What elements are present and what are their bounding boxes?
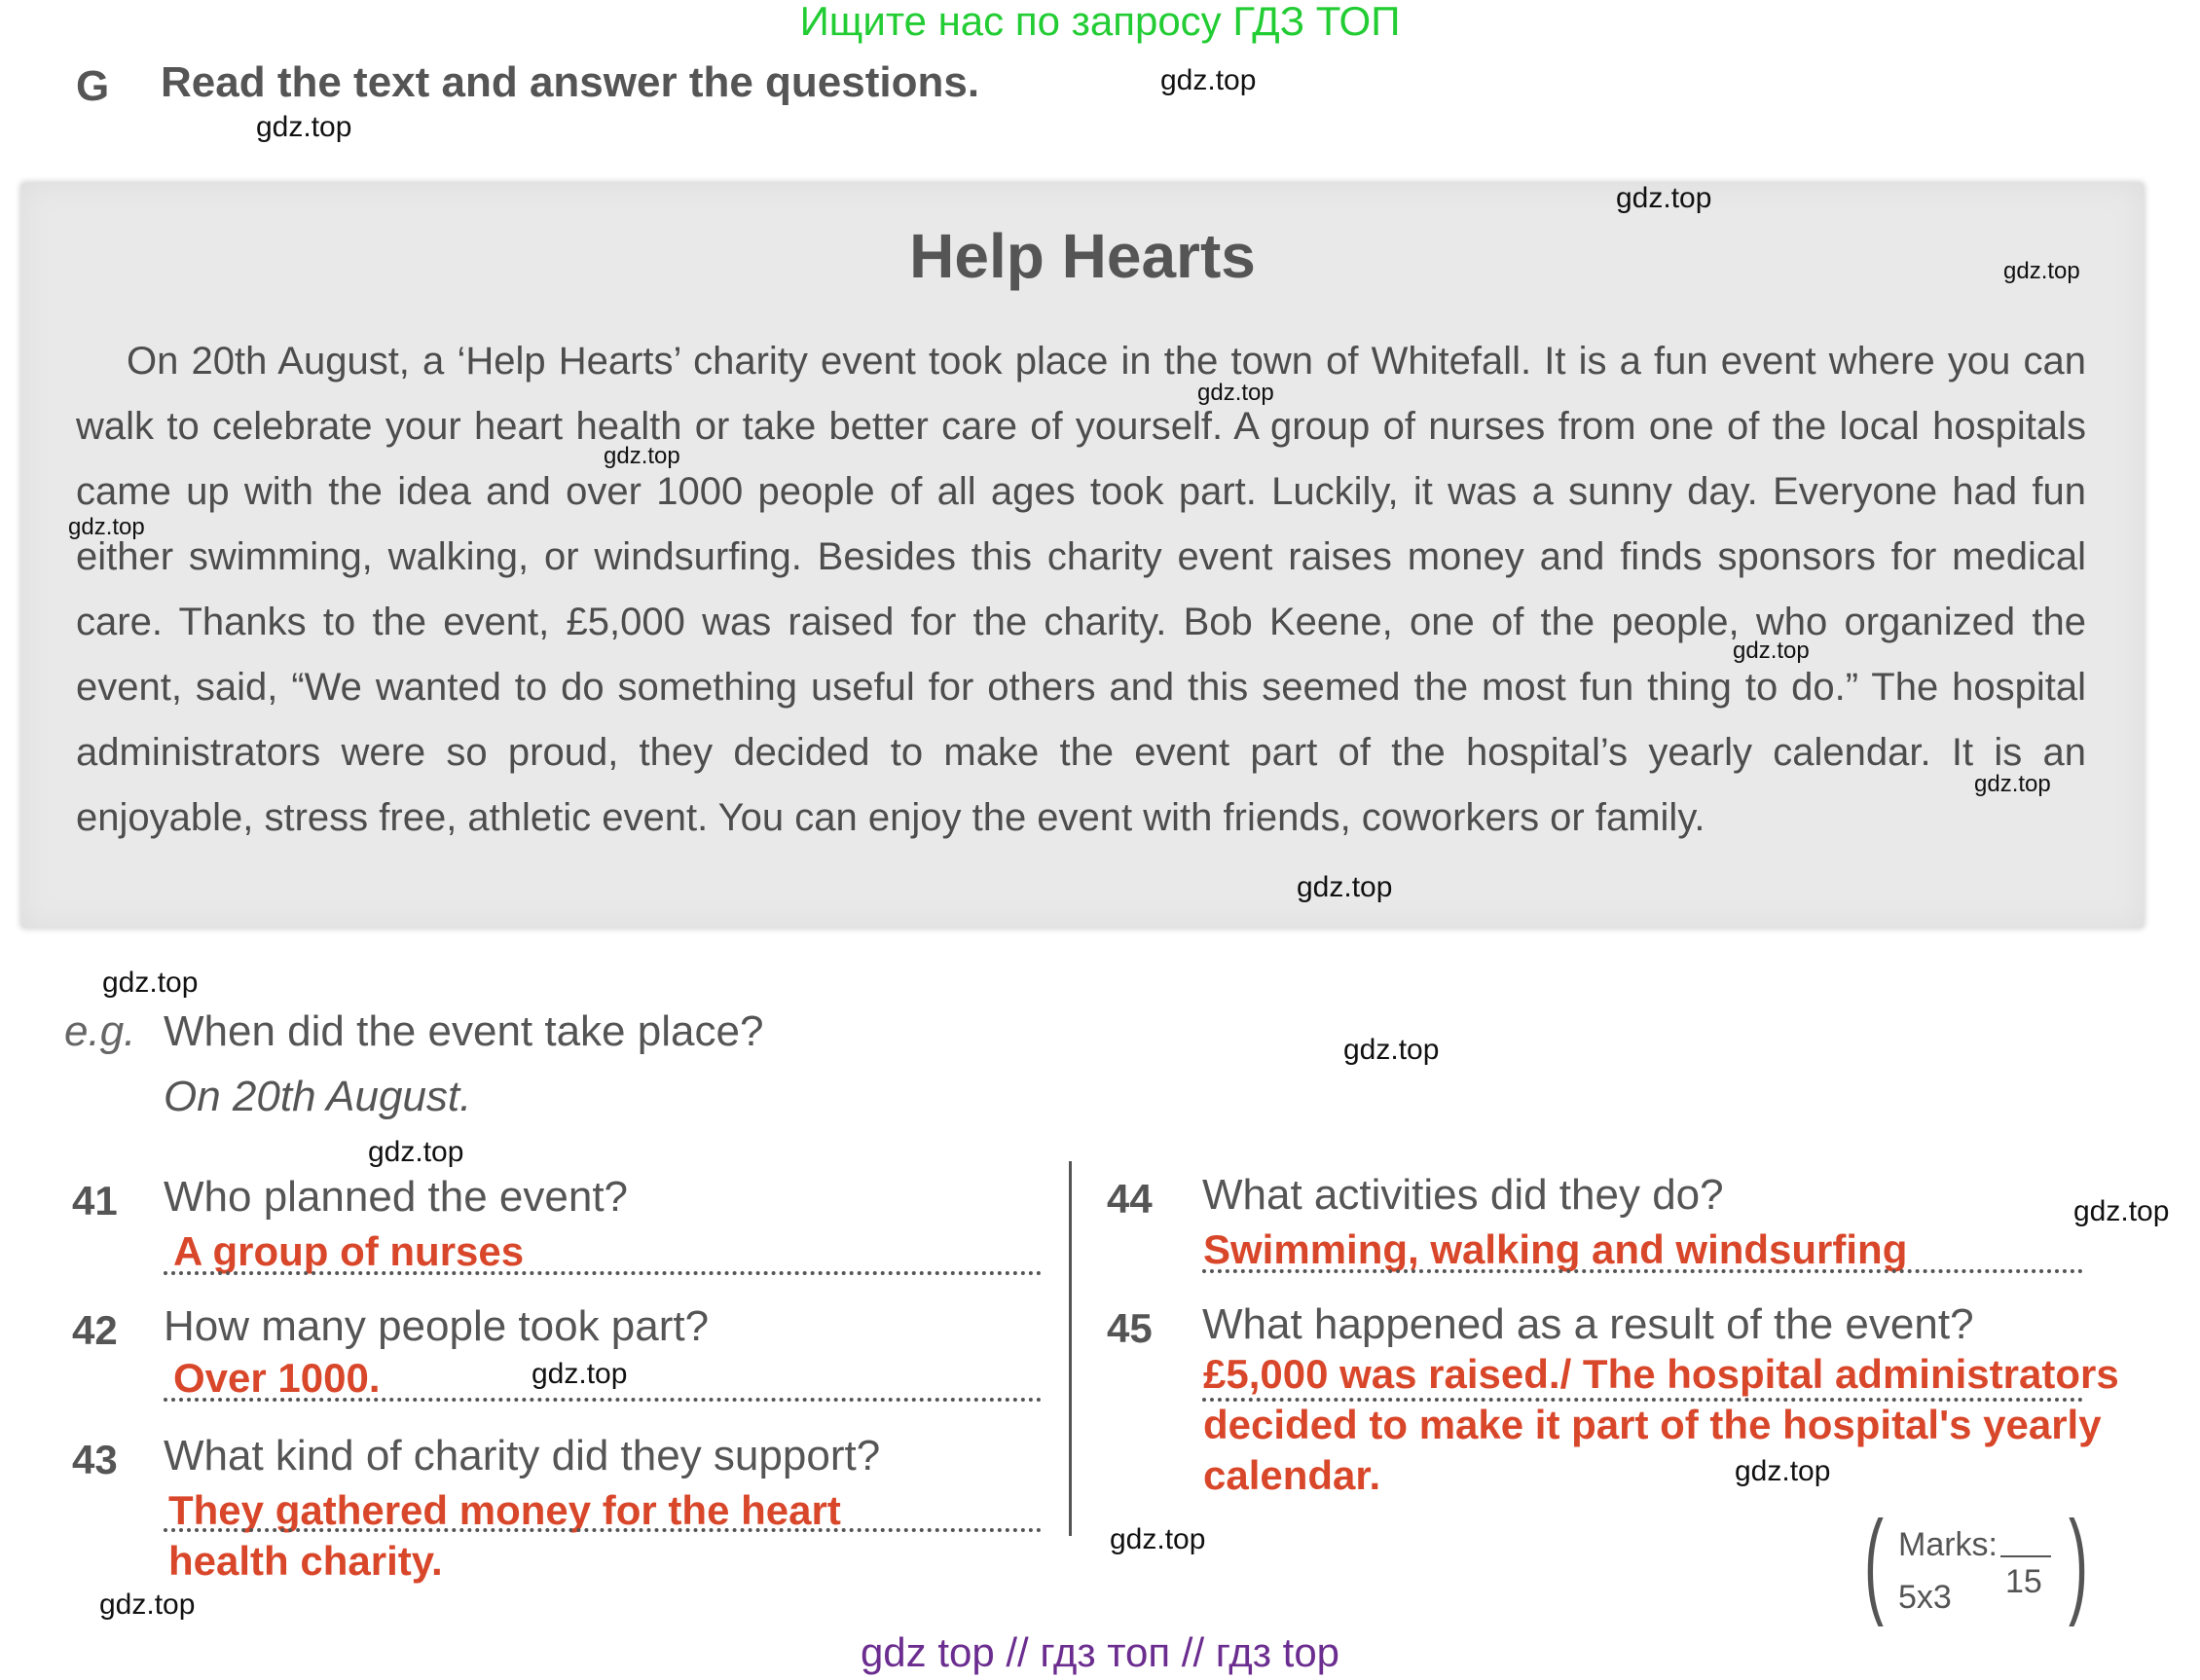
watermark: gdz.top [1616,182,1712,214]
question-42-number: 42 [72,1307,118,1353]
question-41-number: 41 [72,1178,118,1223]
question-45-number: 45 [1107,1305,1153,1351]
marks-paren-right: ) [2069,1497,2089,1627]
task-instruction: Read the text and answer the questions. [161,58,980,106]
top-banner: Ищите нас по запросу ГДЗ ТОП [799,0,1401,44]
answer-line-43 [164,1528,1042,1532]
watermark: gdz.top [1160,64,1257,96]
watermark: gdz.top [1733,638,1810,664]
example-label: e.g. [64,1007,136,1055]
marks-total: 15 [2005,1563,2042,1600]
example-question: When did the event take place? [164,1007,764,1055]
example-answer: On 20th August. [164,1073,472,1120]
question-44-text: What activities did they do? [1202,1171,1724,1219]
watermark: gdz.top [1343,1034,1440,1066]
question-43-answer: They gathered money for the heart health charity. [168,1487,841,1584]
watermark: gdz.top [1735,1455,1831,1487]
bottom-banner: gdz top // гдз топ // гдз top [860,1629,1340,1675]
watermark: gdz.top [68,514,145,540]
answer-line-44 [1202,1269,2083,1273]
watermark: gdz.top [1974,771,2051,797]
marks-box [1863,1497,2089,1627]
question-42-text: How many people took part? [164,1302,710,1350]
watermark: gdz.top [532,1358,628,1390]
marks-paren-left: ( [1863,1497,1884,1627]
article-title: Help Hearts [909,221,1256,291]
task-letter: G [76,62,110,110]
question-43-text: What kind of charity did they support? [164,1432,881,1479]
answer-line-42 [164,1398,1042,1402]
watermark: gdz.top [256,111,352,143]
question-45-answer: £5,000 was raised./ The hospital administrators decided to make it part of the hospital's yearly calendar. [1203,1351,2119,1498]
answer-line-41 [164,1271,1042,1275]
watermark: gdz.top [102,967,199,999]
marks-score-line [2000,1555,2051,1557]
watermark: gdz.top [604,443,680,469]
question-41-answer: A group of nurses [173,1228,525,1274]
watermark: gdz.top [368,1136,464,1168]
watermark: gdz.top [99,1589,196,1621]
watermark: gdz.top [2003,258,2080,284]
question-43-number: 43 [72,1437,118,1482]
question-42-answer: Over 1000. [173,1355,381,1401]
marks-breakdown: 5x3 [1898,1579,1952,1616]
marks-label: Marks: [1898,1526,1998,1563]
question-45-text: What happened as a result of the event? [1202,1300,1974,1348]
question-44-answer: Swimming, walking and windsurfing [1203,1226,1908,1272]
article-paper [21,183,2144,928]
watermark: gdz.top [2073,1195,2170,1227]
answer-line-45 [1202,1398,2083,1402]
watermark: gdz.top [1197,380,1274,406]
watermark: gdz.top [1110,1523,1206,1555]
column-divider [1069,1161,1072,1536]
watermark: gdz.top [1297,871,1393,903]
article-body: On 20th August, a ‘Help Hearts’ charity event took place in the town of Whitefall. It is a fun event where you can walk to celebrate your heart health or take better care of yourself. A group of nurses from one of the local hospitals came up with the idea and over 1000 people of all ages took part. Luckily, it was a sunny day. Everyone had fun either swimming, walking, or windsurfing. Besides this charity event raises money and finds sponsors for medical care. Thanks to the event, £5,000 was raised for the charity. Bob Keene, one of the people, who organized the event, said, “We wanted to do something useful for others and this seemed the most fun thing to do.” The hospital administrators were so proud, they decided to make the event part of the hospital’s yearly calendar. It is an enjoyable, stress free, athletic event. You can enjoy the event with friends, coworkers or family. [76,340,2086,839]
question-44-number: 44 [1107,1176,1153,1222]
question-41-text: Who planned the event? [164,1173,629,1221]
